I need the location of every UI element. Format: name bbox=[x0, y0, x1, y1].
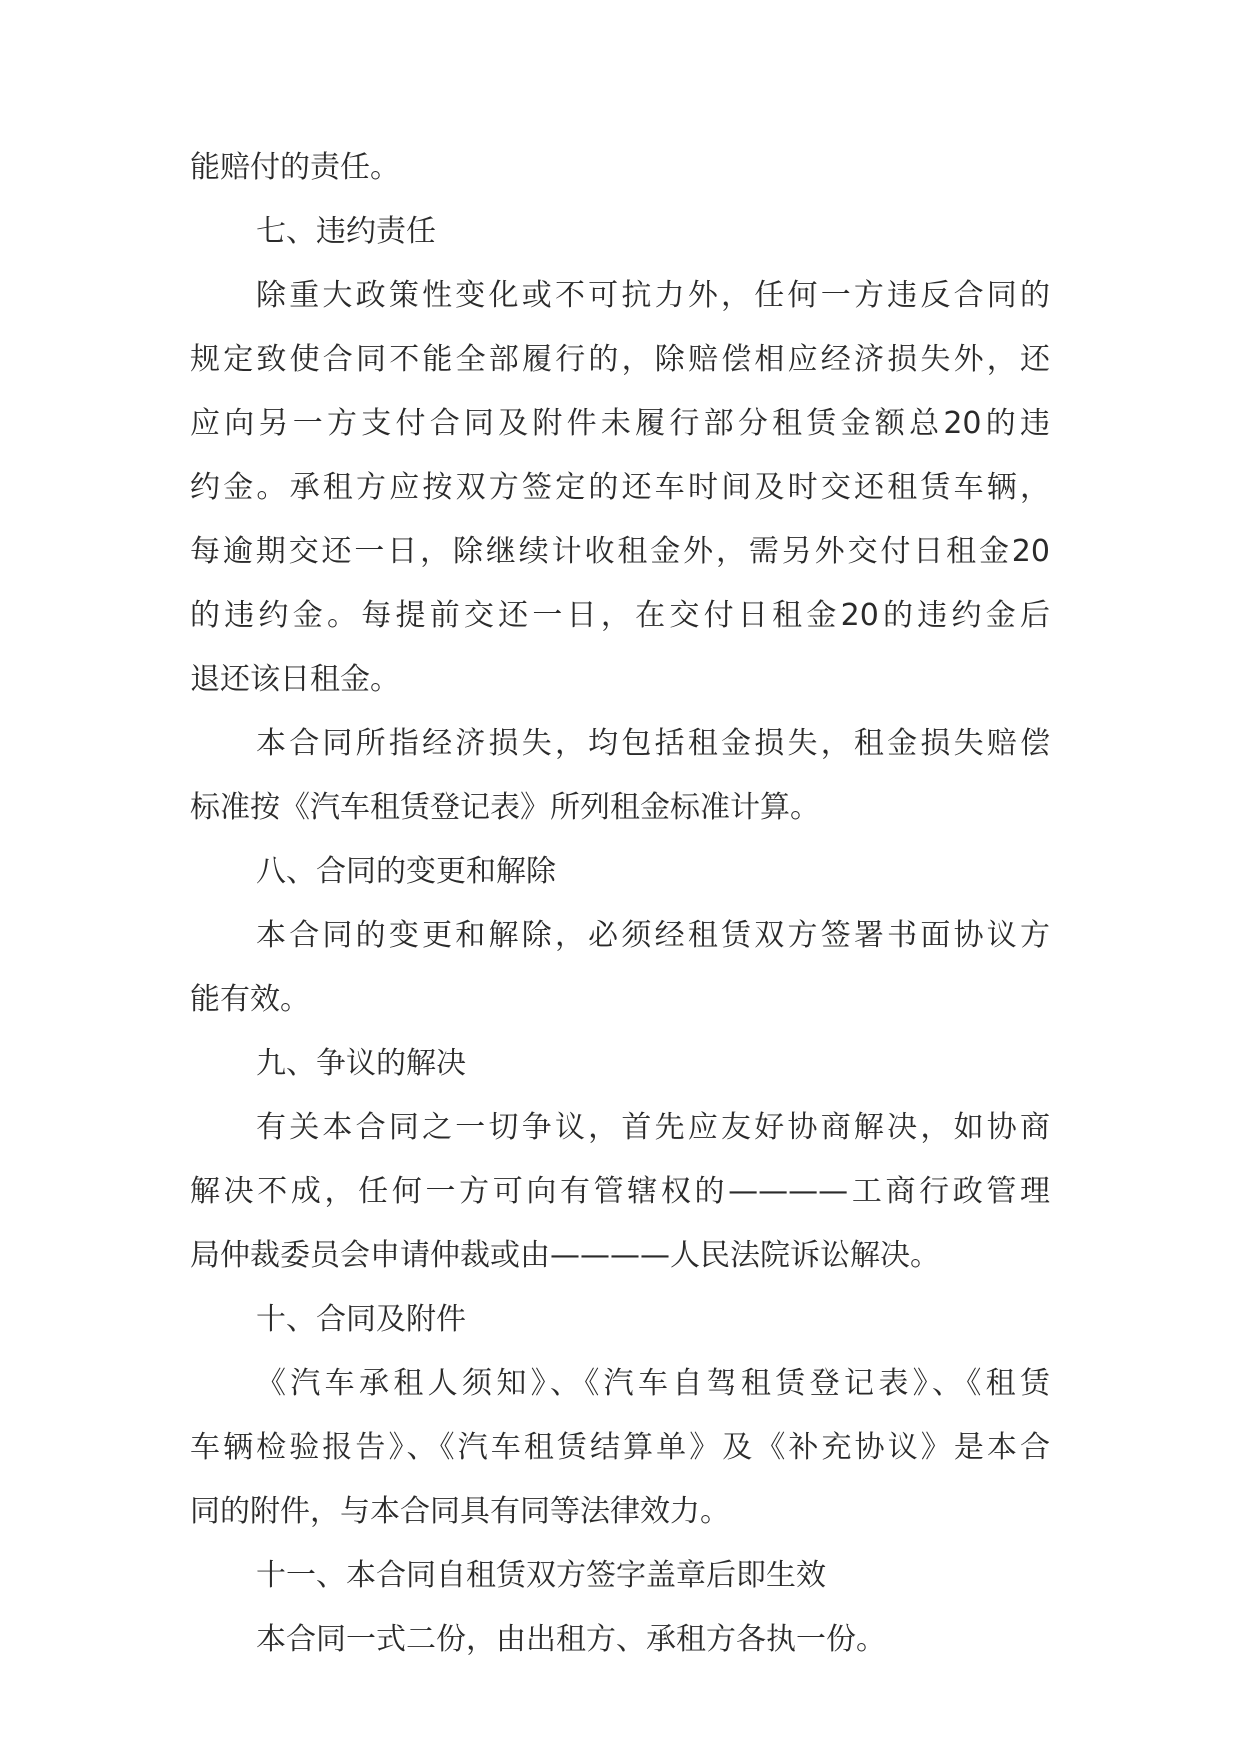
text-line: 本合同的变更和解除，必须经租赁双方签署书面协议方 bbox=[256, 918, 1050, 953]
text-line: 标准按《汽车租赁登记表》所列租金标准计算。 bbox=[190, 790, 820, 825]
text-line: 约金。承租方应按双方签定的还车时间及时交还租赁车辆， bbox=[190, 470, 1050, 505]
text-line: 车辆检验报告》、《汽车租赁结算单》及《补充协议》是本合 bbox=[190, 1430, 1050, 1465]
text-line: 同的附件，与本合同具有同等法律效力。 bbox=[190, 1494, 730, 1529]
text-line: 应向另一方支付合同及附件未履行部分租赁金额总20的违 bbox=[190, 406, 1050, 441]
text-line: 《汽车承租人须知》、《汽车自驾租赁登记表》、《租赁 bbox=[256, 1366, 1050, 1401]
section-heading: 八、合同的变更和解除 bbox=[256, 854, 556, 889]
section-heading: 七、违约责任 bbox=[256, 214, 436, 249]
text-line: 退还该日租金。 bbox=[190, 662, 400, 697]
section-heading: 九、争议的解决 bbox=[256, 1046, 466, 1081]
text-line: 能有效。 bbox=[190, 982, 310, 1017]
text-line: 每逾期交还一日，除继续计收租金外，需另外交付日租金20 bbox=[190, 534, 1050, 569]
section-heading: 十一、本合同自租赁双方签字盖章后即生效 bbox=[256, 1558, 826, 1593]
text-line: 有关本合同之一切争议，首先应友好协商解决，如协商 bbox=[256, 1110, 1050, 1145]
section-heading: 十、合同及附件 bbox=[256, 1302, 466, 1337]
text-line: 规定致使合同不能全部履行的，除赔偿相应经济损失外，还 bbox=[190, 342, 1050, 377]
text-line: 本合同所指经济损失，均包括租金损失，租金损失赔偿 bbox=[256, 726, 1050, 761]
text-line: 的违约金。每提前交还一日，在交付日租金20的违约金后 bbox=[190, 598, 1050, 633]
text-line: 解决不成，任何一方可向有管辖权的————工商行政管理 bbox=[190, 1174, 1050, 1209]
text-line: 除重大政策性变化或不可抗力外，任何一方违反合同的 bbox=[256, 278, 1050, 313]
text-line: 本合同一式二份，由出租方、承租方各执一份。 bbox=[256, 1622, 886, 1657]
text-line: 能赔付的责任。 bbox=[190, 150, 400, 185]
text-line: 局仲裁委员会申请仲裁或由————人民法院诉讼解决。 bbox=[190, 1238, 940, 1273]
